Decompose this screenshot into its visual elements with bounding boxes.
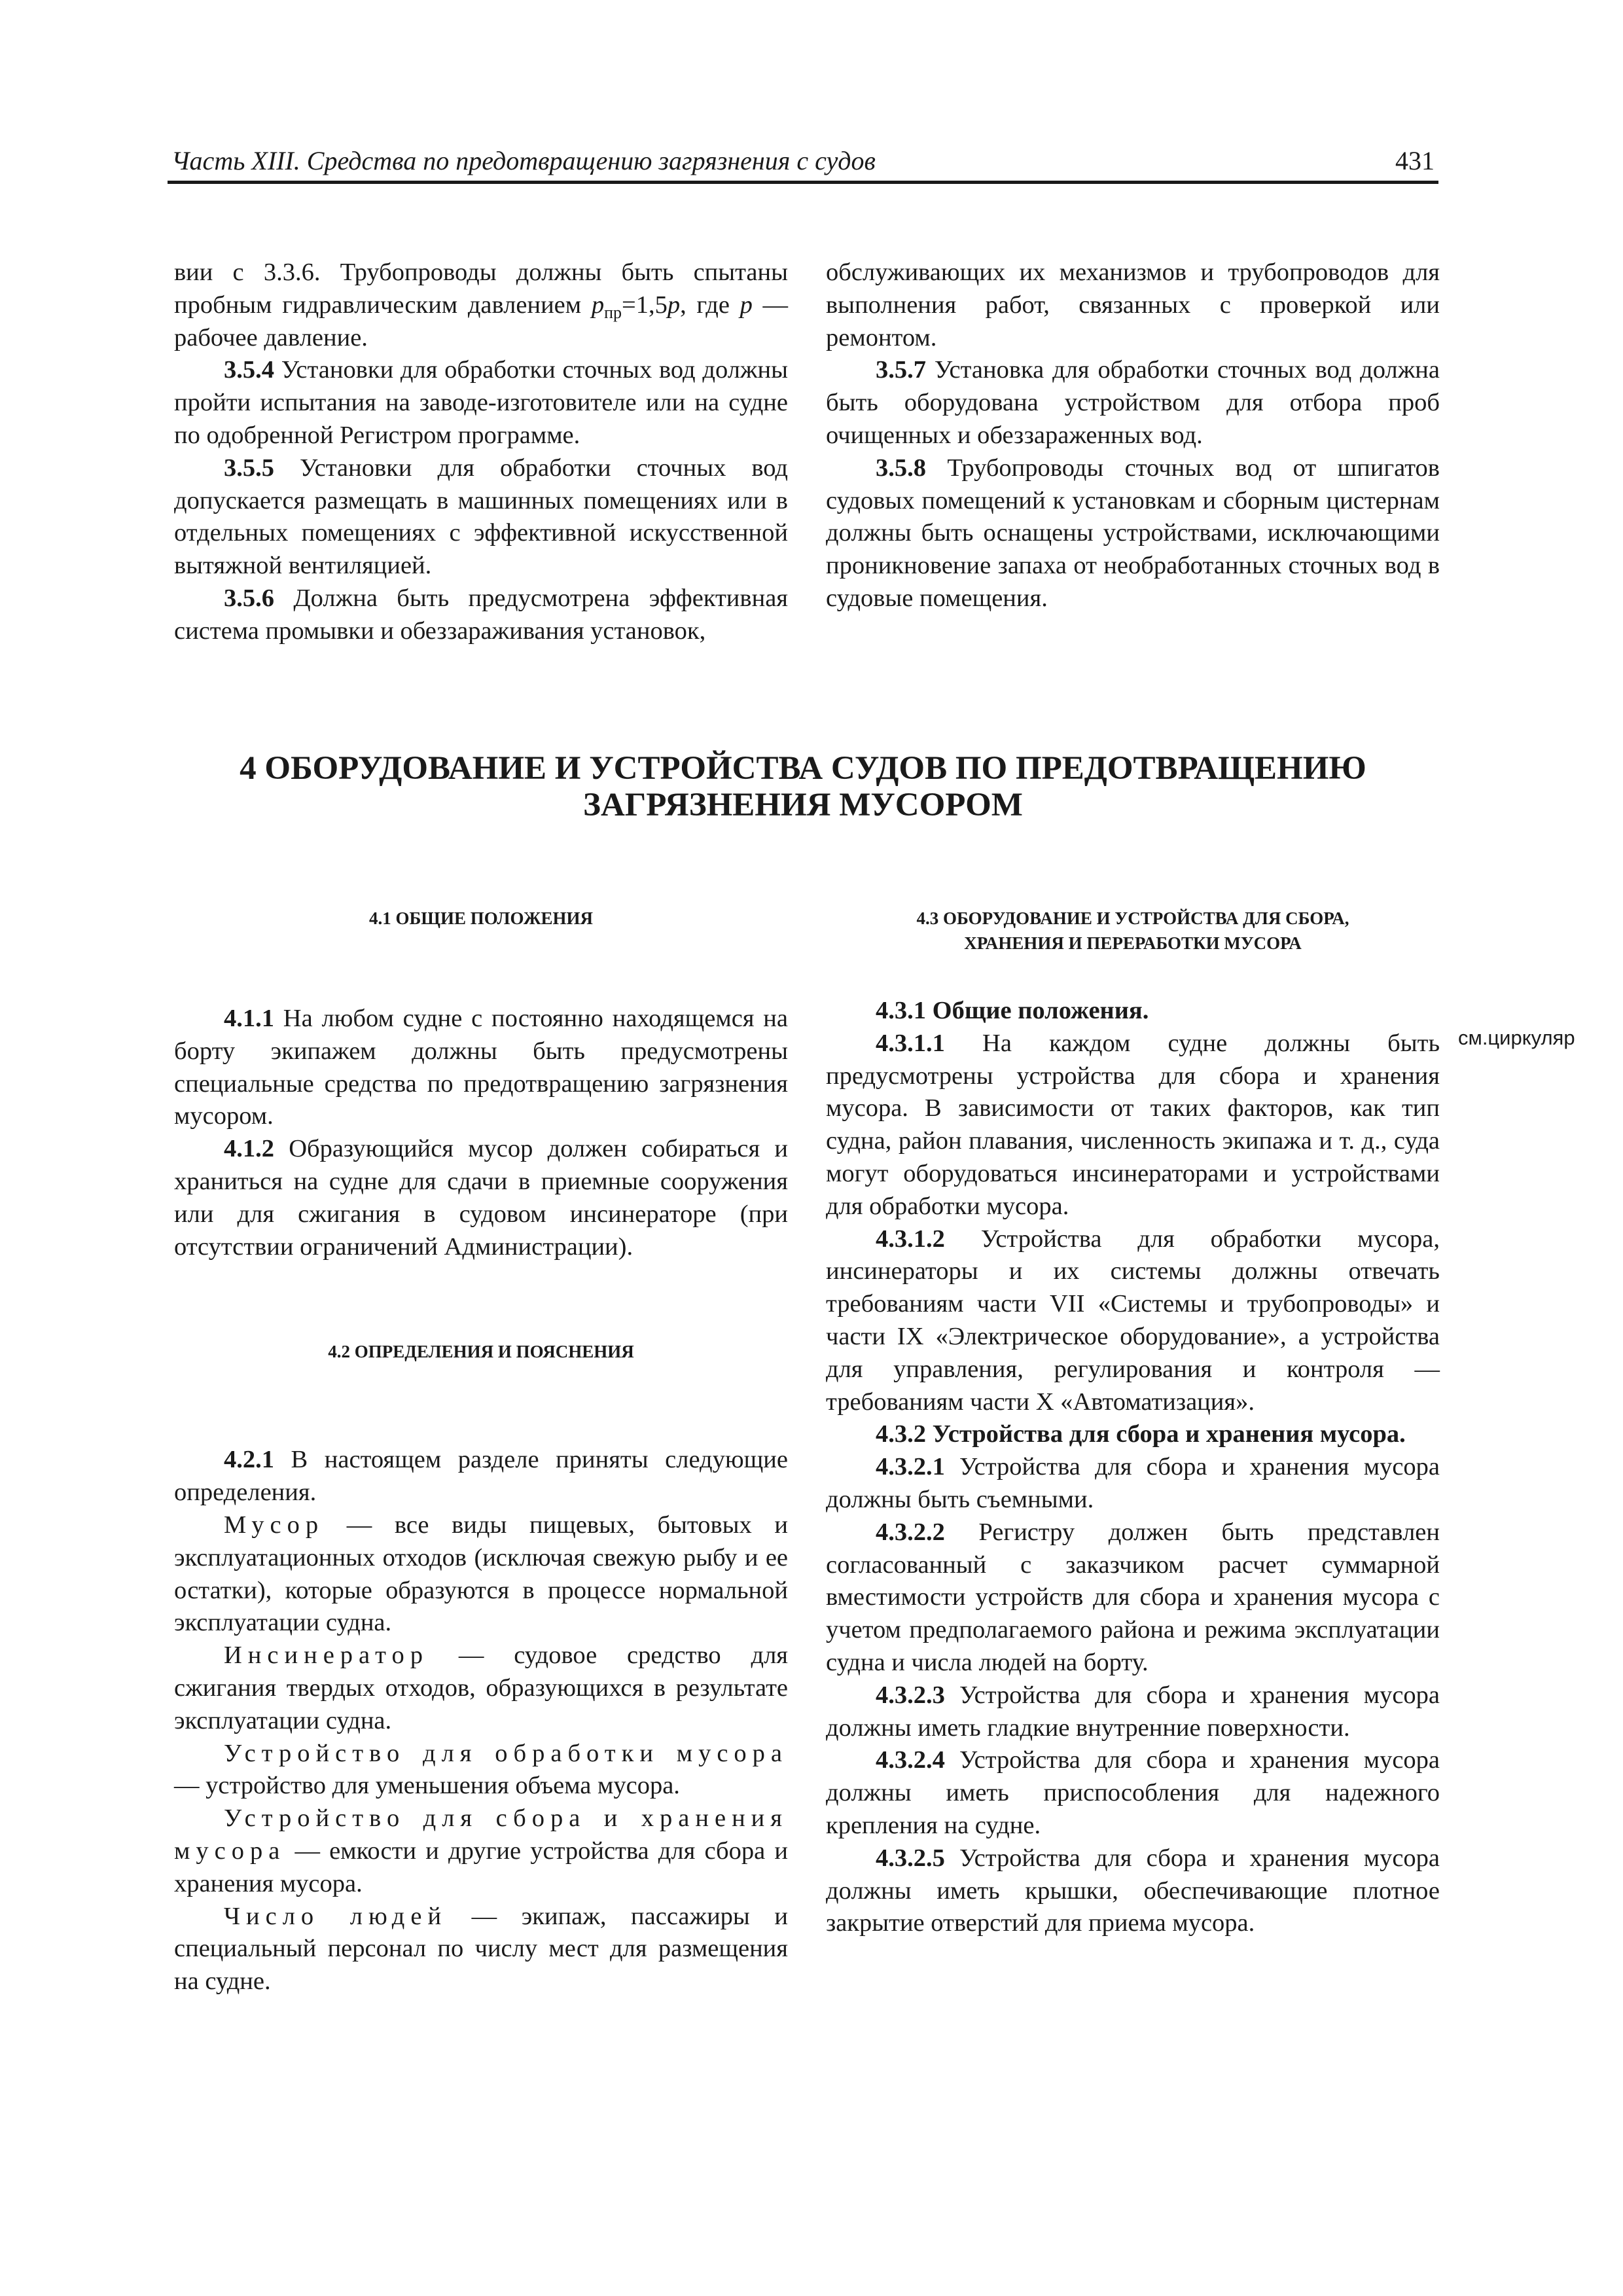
chapter-heading-line-1: 4 ОБОРУДОВАНИЕ И УСТРОЙСТВА СУДОВ ПО ПРЕДОТВРАЩЕНИЮ xyxy=(240,750,1366,787)
paragraph-4-3-2-5: 4.3.2.5 Устройства для сбора и хранения мусора должны иметь крышки, обеспечивающие плотное закрытие отверстий для приема мусора. xyxy=(826,1844,1440,1937)
paragraph-4-3-2-4: 4.3.2.4 Устройства для сбора и хранения мусора должны иметь приспособления для надежного крепления на судне. xyxy=(826,1746,1440,1839)
right-column xyxy=(826,906,1440,1940)
paragraph-3-5-6-cont: обслуживающих их механизмов и трубопроводов для выполнения работ, связанных с проверкой или ремонтом. xyxy=(826,259,1440,351)
section-heading-4-3-line-2: ХРАНЕНИЯ И ПЕРЕРАБОТКИ МУСОРА xyxy=(964,933,1302,953)
paragraph-3-5-5: 3.5.5 Установки для обработки сточных вод допускается размещать в машинных помещениях или в отдельных помещениях с эффективной искусственной вытяжной вентиляцией. xyxy=(174,454,788,580)
definition-collection-device: Устройство для сбора и хранения мусора — емкости и другие устройства для сбора и хранения мусора. xyxy=(174,1804,788,1897)
paragraph-4-3-2-3: 4.3.2.3 Устройства для сбора и хранения мусора должны иметь гладкие внутренние поверхности. xyxy=(826,1681,1440,1742)
paragraph-3-5-4: 3.5.4 Установки для обработки сточных вод должны пройти испытания на заводе-изготовителе или на судне по одобренной Регистром программе. xyxy=(174,356,788,449)
chapter-heading-line-2: ЗАГРЯЗНЕНИЯ МУСОРОМ xyxy=(583,787,1023,823)
definition-musor: Мусор — все виды пищевых, бытовых и эксплуатационных отходов (исключая свежую рыбу и ее остатки), которые образуются в процессе нормальной эксплуатации судна. xyxy=(174,1511,788,1637)
running-header-title: Часть XIII. Средства по предотвращению загрязнения с судов xyxy=(171,146,876,175)
paragraph-4-3-2-2: 4.3.2.2 Регистру должен быть представлен согласованный с заказчиком расчет суммарной вместимости устройств для сбора и хранения мусора с учетом предполагаемого района и режима эксплуатации судна и числа людей на борту. xyxy=(826,1518,1440,1676)
paragraph-4-3-1-title: 4.3.1 Общие положения. xyxy=(876,997,1149,1024)
paragraph-3-5-8: 3.5.8 Трубопроводы сточных вод от шпигатов судовых помещений к установкам и сборным цистернам должны быть оснащены устройствами, исключающими проникновение запаха от необработанных сточных вод в судовые помещения. xyxy=(826,454,1440,612)
paragraph-4-3-1-1: 4.3.1.1 На каждом судне должны быть предусмотрены устройства для сбора и хранения мусора. В зависимости от таких факторов, как тип судна, район плавания, численность экипажа и т. д., суда могут оборудоваться инсинераторами и устройствами для обработки мусора. xyxy=(826,1029,1440,1220)
left-column xyxy=(174,906,788,1998)
section-heading-4-1: 4.1 ОБЩИЕ ПОЛОЖЕНИЯ xyxy=(368,908,594,928)
top-left-column xyxy=(174,257,788,648)
paragraph-4-3-2-1: 4.3.2.1 Устройства для сбора и хранения мусора должны быть съемными. xyxy=(826,1453,1440,1513)
top-right-column xyxy=(826,257,1440,615)
section-heading-4-2: 4.2 ОПРЕДЕЛЕНИЯ И ПОЯСНЕНИЯ xyxy=(328,1342,634,1362)
definition-incinerator: Инсинератор — судовое средство для сжигания твердых отходов, образующихся в результате эксплуатации судна. xyxy=(174,1641,788,1734)
margin-note: см.циркуляр xyxy=(1458,1026,1575,1049)
paragraph-4-2-1: 4.2.1 В настоящем разделе приняты следующие определения. xyxy=(174,1446,788,1507)
definition-processing-device: Устройство для обработки мусора — устройство для уменьшения объема мусора. xyxy=(174,1739,788,1800)
section-heading-4-3 xyxy=(826,906,1440,956)
paragraph-4-3-1-2: 4.3.1.2 Устройства для обработки мусора, инсинераторы и их системы должны отвечать требованиям части VII «Системы и трубопроводы» и части IX «Электрическое оборудование», а устройства для управления, регулирования и контроля — требованиям части X «Автоматизация». xyxy=(826,1225,1440,1416)
page-number: 431 xyxy=(1395,146,1435,175)
paragraph-3-5-6: 3.5.6 Должна быть предусмотрена эффективная система промывки и обеззараживания установок, xyxy=(174,584,788,645)
chapter-heading xyxy=(168,750,1438,823)
section-heading-4-3-line-1: 4.3 ОБОРУДОВАНИЕ И УСТРОЙСТВА ДЛЯ СБОРА, xyxy=(916,908,1349,928)
paragraph-4-1-1: 4.1.1 На любом судне с постоянно находящемся на борту экипажем должны быть предусмотрены специальные средства по предотвращению загрязнения мусором. xyxy=(174,1005,788,1130)
paragraph-4-3-2-title: 4.3.2 Устройства для сбора и хранения мусора. xyxy=(876,1420,1406,1448)
paragraph-3-5-3-cont: вии с 3.3.6. Трубопроводы должны быть спытаны пробным гидравлическим давлением $p_{пр}=1,5p$, где p — рабочее давление. xyxy=(174,259,789,351)
paragraph-3-5-7: 3.5.7 Установка для обработки сточных вод должна быть оборудована устройством для отбора проб очищенных и обеззараженных вод. xyxy=(826,356,1440,449)
definition-number-of-persons: Число людей — экипаж, пассажиры и специальный персонал по числу мест для размещения на судне. xyxy=(174,1902,788,1996)
running-header xyxy=(168,141,1438,184)
paragraph-4-1-2: 4.1.2 Образующийся мусор должен собираться и храниться на судне для сдачи в приемные сооружения или для сжигания в судовом инсинераторе (при отсутствии ограничений Администрации). xyxy=(174,1135,788,1261)
